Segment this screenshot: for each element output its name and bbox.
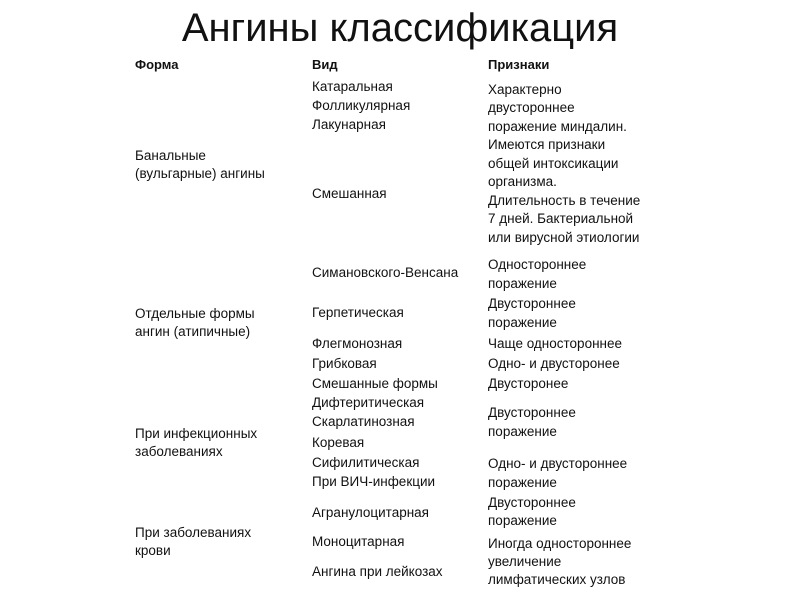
- header-form: Форма: [135, 57, 179, 72]
- type-lacunar: Лакунарная: [312, 117, 386, 132]
- form-blood-line1: При заболеваниях: [135, 525, 252, 540]
- form-banal-line1: Банальные: [135, 148, 206, 163]
- form-infectious-line1: При инфекционных: [135, 426, 258, 441]
- type-herpetic: Герпетическая: [312, 305, 404, 320]
- signs-banal-line7: Длительность в течение: [488, 193, 641, 208]
- type-hiv: При ВИЧ-инфекции: [312, 474, 436, 489]
- form-infectious-line2: заболеваниях: [135, 444, 223, 459]
- page-title: Ангины классификация: [181, 6, 619, 50]
- signs-banal-line9: или вирусной этиологии: [488, 230, 640, 245]
- type-leukosis: Ангина при лейкозах: [312, 564, 443, 579]
- signs-monocytic-line1: Иногда одностороннее: [488, 536, 632, 551]
- signs-banal-line3: поражение миндалин.: [488, 119, 627, 134]
- signs-phlegmonous: Чаще одностороннее: [488, 336, 623, 351]
- form-atypical-line1: Отдельные формы: [135, 306, 255, 321]
- signs-banal-line5: общей интоксикации: [488, 156, 619, 171]
- signs-agranulocytic-line1: Двустороннее: [488, 495, 576, 510]
- type-diphtheritic: Дифтеритическая: [312, 395, 425, 410]
- header-type: Вид: [312, 57, 338, 72]
- signs-simanovsky-line2: поражение: [488, 276, 557, 291]
- signs-infectious-b-line1: Одно- и двустороннее: [488, 456, 628, 471]
- signs-infectious-a-line1: Двустороннее: [488, 405, 576, 420]
- signs-infectious-b-line2: поражение: [488, 475, 557, 490]
- type-measles: Коревая: [312, 435, 365, 450]
- form-banal-line2: (вульгарные) ангины: [135, 166, 265, 181]
- signs-herpetic-line2: поражение: [488, 315, 557, 330]
- type-mixed-forms: Смешанные формы: [312, 376, 438, 391]
- signs-monocytic-line2: увеличение: [488, 554, 562, 569]
- type-monocytic: Моноцитарная: [312, 534, 405, 549]
- form-blood-line2: крови: [135, 543, 171, 558]
- type-phlegmonous: Флегмонозная: [312, 336, 403, 351]
- signs-banal-line4: Имеются признаки: [488, 137, 606, 152]
- signs-simanovsky-line1: Одностороннее: [488, 257, 587, 272]
- form-atypical-line2: ангин (атипичные): [135, 324, 251, 339]
- type-scarlet: Скарлатинозная: [312, 414, 415, 429]
- type-fungal: Грибковая: [312, 356, 377, 371]
- signs-herpetic-line1: Двустороннее: [488, 296, 576, 311]
- type-catarrhal: Катаральная: [312, 79, 393, 94]
- type-simanovsky: Симановского-Венсана: [312, 265, 459, 280]
- signs-monocytic-line3: лимфатических узлов: [488, 572, 626, 587]
- type-mixed: Смешанная: [312, 186, 387, 201]
- signs-agranulocytic-line2: поражение: [488, 513, 557, 528]
- type-follicular: Фолликулярная: [312, 98, 411, 113]
- signs-fungal: Одно- и двусторонее: [488, 356, 620, 371]
- signs-mixed-forms: Двусторонее: [488, 376, 569, 391]
- header-signs: Признаки: [488, 57, 550, 72]
- signs-banal-line6: организма.: [488, 174, 557, 189]
- signs-banal-line8: 7 дней. Бактериальной: [488, 211, 634, 226]
- type-syphilitic: Сифилитическая: [312, 455, 420, 470]
- signs-infectious-a-line2: поражение: [488, 424, 557, 439]
- type-agranulocytic: Агранулоцитарная: [312, 505, 429, 520]
- signs-banal-line2: двустороннее: [488, 100, 575, 115]
- signs-banal-line1: Характерно: [488, 82, 562, 97]
